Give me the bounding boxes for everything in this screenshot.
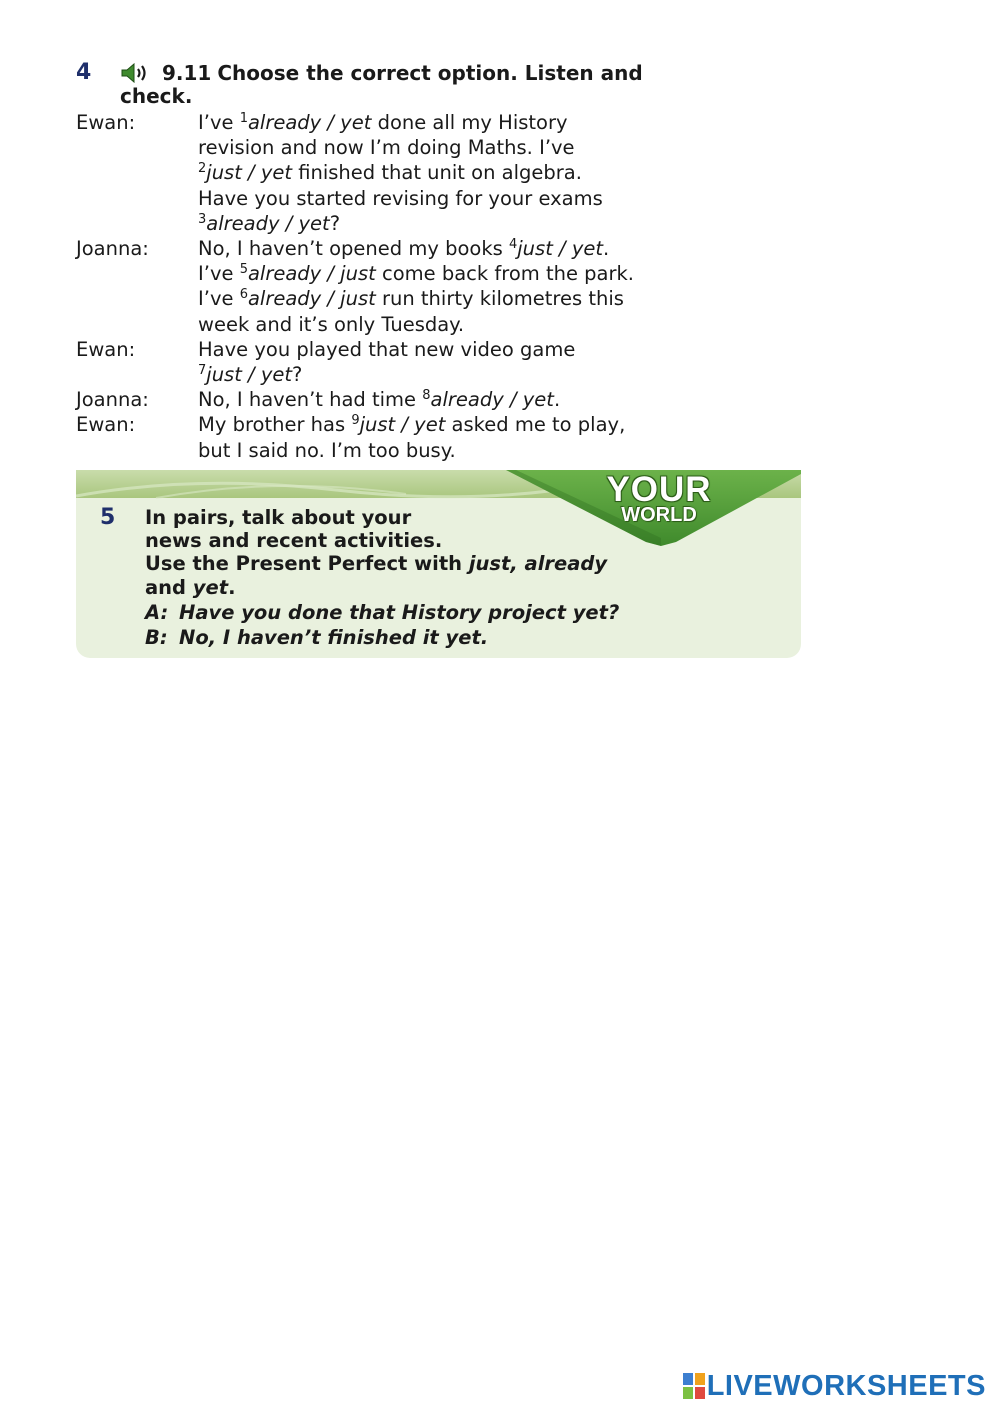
exercise-4-header bbox=[76, 62, 816, 108]
speech-text bbox=[198, 363, 816, 386]
speech-segment: Have you started revising for your exams bbox=[198, 186, 603, 210]
speech-text bbox=[198, 338, 816, 361]
speech-text bbox=[198, 262, 816, 285]
speech-segment: ? bbox=[329, 211, 341, 235]
speech-segment: week and it’s only Tuesday. bbox=[198, 312, 465, 336]
speech-segment: . bbox=[553, 388, 561, 412]
instruction-text: and bbox=[145, 575, 193, 599]
instruction-text-cont: check. bbox=[120, 84, 193, 108]
exercise-5-instructions bbox=[100, 506, 760, 649]
keyword-text: just, already bbox=[468, 552, 608, 576]
instruction-text: Use the Present Perfect with bbox=[145, 552, 469, 576]
exercise-5 bbox=[100, 506, 760, 649]
speech-text bbox=[198, 388, 816, 411]
dialogue-line bbox=[76, 136, 816, 159]
speech-segment: I’ve bbox=[198, 262, 240, 286]
speaker-name bbox=[76, 187, 198, 210]
gap-number: 6 bbox=[239, 287, 248, 303]
speech-segment: asked me to play, bbox=[445, 413, 626, 437]
your-world-title-big: YOUR bbox=[606, 470, 712, 509]
speech-text bbox=[198, 439, 816, 462]
instruction-line: news and recent activities. bbox=[145, 529, 443, 553]
answer-options[interactable]: already / yet bbox=[430, 388, 554, 412]
dialogue bbox=[76, 111, 816, 462]
dialogue-line bbox=[76, 388, 816, 411]
speech-segment: run thirty kilometres this bbox=[375, 287, 624, 311]
punctuation: . bbox=[228, 575, 236, 599]
speaker-name: Ewan: bbox=[76, 111, 136, 134]
track-number: 9.11 bbox=[162, 61, 212, 85]
example-b bbox=[145, 626, 760, 649]
logo-text: LIVEWORKSHEETS bbox=[706, 1369, 986, 1402]
gap-number: 2 bbox=[198, 161, 207, 177]
speech-segment: come back from the park. bbox=[375, 262, 634, 286]
answer-options[interactable]: just / yet bbox=[206, 161, 293, 185]
example-speaker: B: bbox=[145, 626, 168, 650]
gap-number: 3 bbox=[198, 211, 207, 227]
answer-options[interactable]: already / just bbox=[247, 287, 376, 311]
dialogue-line bbox=[76, 111, 816, 134]
answer-options[interactable]: just / yet bbox=[206, 363, 293, 387]
gap-number: 9 bbox=[351, 413, 360, 429]
speech-segment: No, I haven’t opened my books bbox=[198, 237, 509, 261]
speaker-name: Joanna: bbox=[76, 388, 149, 412]
dialogue-line bbox=[76, 187, 816, 210]
keyword-text: yet bbox=[192, 575, 229, 599]
instruction-text: Choose the correct option. Listen and bbox=[217, 61, 643, 85]
speech-text bbox=[198, 237, 816, 260]
dialogue-line bbox=[76, 338, 816, 361]
liveworksheets-logo[interactable] bbox=[683, 1370, 986, 1402]
speaker-name bbox=[76, 287, 198, 310]
speech-segment: No, I haven’t had time bbox=[198, 388, 423, 412]
answer-options[interactable]: already / just bbox=[247, 262, 376, 286]
example-speaker: A: bbox=[145, 600, 169, 624]
gap-number: 5 bbox=[239, 262, 248, 278]
speaker-name bbox=[76, 262, 198, 285]
speech-text bbox=[198, 187, 816, 210]
speaker-name: Ewan: bbox=[76, 413, 136, 437]
dialogue-line bbox=[76, 161, 816, 184]
instruction-line bbox=[145, 552, 760, 575]
gap-number: 1 bbox=[239, 111, 248, 126]
dialogue-line bbox=[76, 439, 816, 462]
speaker-name bbox=[76, 363, 198, 386]
speech-segment: finished that unit on algebra. bbox=[292, 161, 582, 185]
your-world-title-small: WORLD bbox=[621, 504, 697, 526]
dialogue-line bbox=[76, 287, 816, 310]
speaker-name bbox=[76, 212, 198, 235]
gap-number: 4 bbox=[508, 237, 518, 253]
dialogue-line bbox=[76, 237, 816, 260]
speech-text bbox=[198, 111, 816, 134]
speech-segment: ? bbox=[292, 363, 303, 387]
speech-segment: I’ve bbox=[198, 287, 240, 311]
speech-segment: My brother has bbox=[198, 413, 352, 437]
answer-options[interactable]: just / yet bbox=[359, 413, 446, 437]
gap-number: 7 bbox=[198, 363, 207, 379]
speaker-name: Joanna: bbox=[76, 237, 149, 261]
speech-text bbox=[198, 136, 816, 159]
speech-segment: but I said no. I’m too busy. bbox=[198, 438, 456, 462]
speech-text bbox=[198, 161, 816, 184]
speech-text bbox=[198, 313, 816, 336]
speaker-name bbox=[76, 313, 198, 336]
speaker-name bbox=[76, 161, 198, 184]
speaker-icon[interactable] bbox=[120, 63, 156, 83]
liveworksheets-logo-icon bbox=[683, 1373, 705, 1399]
dialogue-line bbox=[76, 313, 816, 336]
dialogue-line bbox=[76, 413, 816, 436]
speaker-name: Ewan: bbox=[76, 337, 136, 361]
answer-options[interactable]: just / yet bbox=[517, 237, 603, 261]
dialogue-line bbox=[76, 262, 816, 285]
your-world-box bbox=[76, 470, 801, 658]
gap-number: 8 bbox=[422, 388, 431, 404]
speech-segment: . bbox=[603, 237, 610, 261]
speech-segment: revision and now I’m doing Maths. I’ve bbox=[198, 136, 575, 160]
answer-options[interactable]: already / yet bbox=[206, 211, 330, 235]
dialogue-line bbox=[76, 212, 816, 235]
exercise-number: 4 bbox=[76, 60, 92, 85]
speech-segment: done all my History bbox=[371, 111, 568, 134]
instruction-line bbox=[145, 576, 760, 599]
speaker-name bbox=[76, 136, 198, 159]
answer-options[interactable]: already / yet bbox=[247, 111, 372, 134]
example-text: No, I haven’t finished it yet. bbox=[179, 626, 489, 650]
speech-text bbox=[198, 287, 816, 310]
instruction-line: In pairs, talk about your bbox=[145, 506, 412, 529]
speaker-name bbox=[76, 439, 198, 462]
speech-text bbox=[198, 413, 816, 436]
exercise-4 bbox=[76, 62, 816, 464]
speech-segment: I’ve bbox=[198, 111, 240, 134]
example-a bbox=[145, 601, 760, 624]
exercise-number: 5 bbox=[100, 505, 116, 530]
example-text: Have you done that History project yet? bbox=[179, 600, 620, 624]
speech-segment: Have you played that new video game bbox=[198, 337, 576, 361]
dialogue-line bbox=[76, 363, 816, 386]
speech-text bbox=[198, 212, 816, 235]
